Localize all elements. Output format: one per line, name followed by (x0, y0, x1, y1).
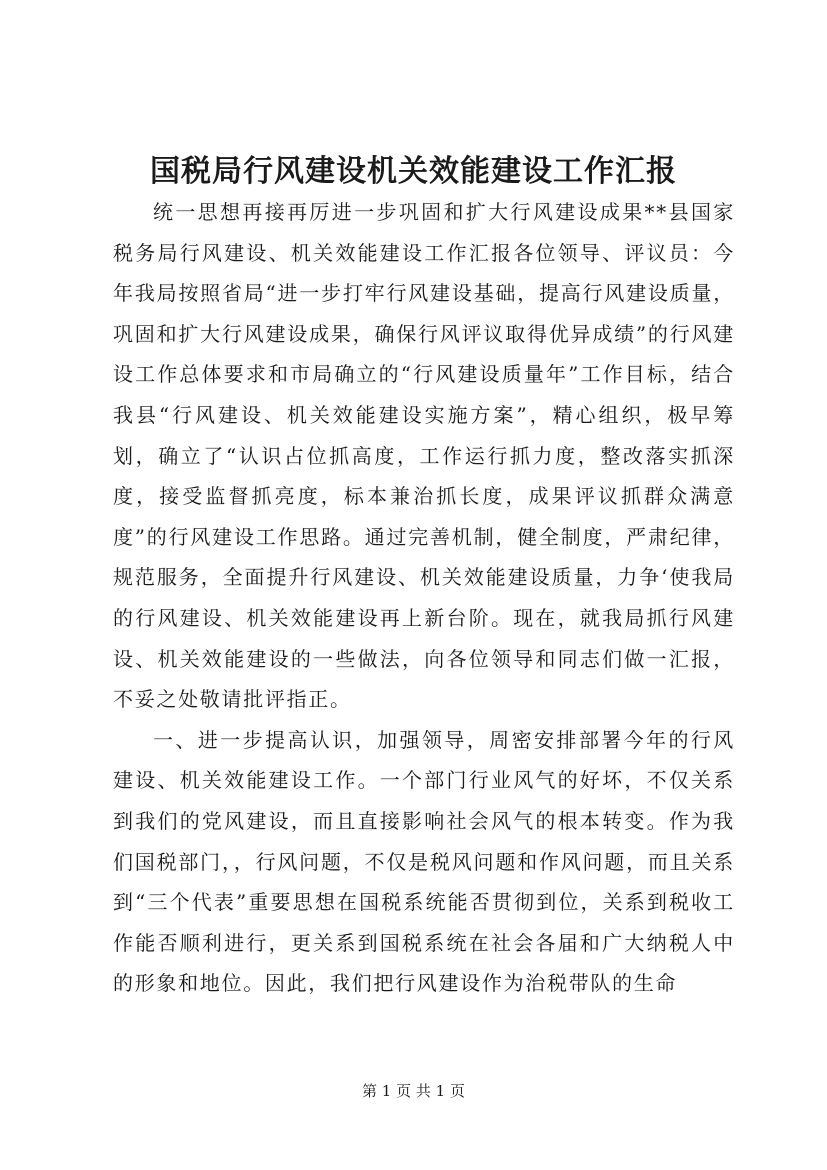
body-paragraph: 一、进一步提高认识，加强领导，周密安排部署今年的行风建设、机关效能建设工作。一个部门行业风气的好坏，不仅关系到我们的党风建设，而且直接影响社会风气的根本转变。作为我们国税部门，，行风问题，不仅是税风问题和作风问题，而且关系到“三个代表”重要思想在国税系统能否贯彻到位，关系到税收工作能否顺利进行，更关系到国税系统在社会各届和广大纳税人中的形象和地位。因此，我们把行风建设作为治税带队的生命 (113, 727, 735, 996)
document-body (113, 192, 735, 1004)
body-paragraph: 统一思想再接再厉进一步巩固和扩大行风建设成果**县国家税务局行风建设、机关效能建设工作汇报各位领导、评议员：今年我局按照省局“进一步打牢行风建设基础，提高行风建设质量，巩固和扩大行风建设成果，确保行风评议取得优异成绩”的行风建设工作总体要求和市局确立的“行风建设质量年”工作目标，结合我县“行风建设、机关效能建设实施方案”，精心组织，极早筹划，确立了“认识占位抓高度，工作运行抓力度，整改落实抓深度，接受监督抓亮度，标本兼治抓长度，成果评议抓群众满意度”的行风建设工作思路。通过完善机制，健全制度，严肃纪律，规范服务，全面提升行风建设、机关效能建设质量，力争‘使我局的行风建设、机关效能建设再上新台阶。现在，就我局抓行风建设、机关效能建设的一些做法，向各位领导和同志们做一汇报，不妥之处敬请批评指正。 (113, 200, 735, 712)
page-footer: 第 1 页 共 1 页 (362, 1082, 465, 1100)
document-title: 国税局行风建设机关效能建设工作汇报 (150, 154, 677, 189)
